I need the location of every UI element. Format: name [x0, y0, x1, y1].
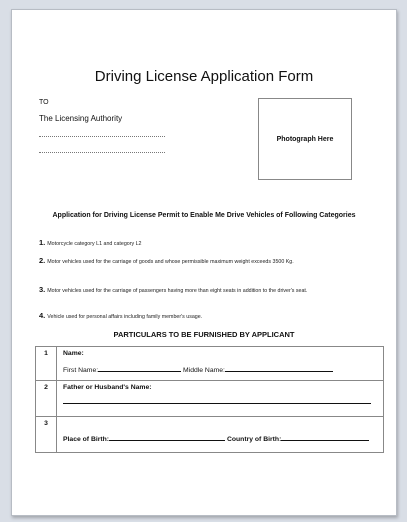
list-item	[39, 286, 371, 295]
place-of-birth-label: Place of Birth:	[63, 436, 110, 443]
middle-name-field[interactable]	[225, 365, 333, 372]
photo-box[interactable]	[258, 98, 352, 180]
father-husband-cell	[57, 381, 384, 417]
first-name-label: First Name:	[63, 367, 99, 374]
birth-cell	[57, 417, 384, 453]
application-subheading: Application for Driving License Permit to Enable Me Drive Vehicles of Following Categories	[52, 212, 356, 219]
row-number: 1	[36, 347, 57, 381]
table-row	[36, 347, 384, 381]
form-title: Driving License Application Form	[94, 68, 314, 85]
item-number: 3.	[39, 285, 46, 294]
father-husband-label: Father or Husband's Name:	[63, 384, 152, 391]
authority-name: The Licensing Authority	[39, 114, 123, 123]
row-number: 3	[36, 417, 57, 453]
place-of-birth-field[interactable]	[109, 434, 225, 441]
item-number: 4.	[39, 311, 46, 320]
middle-name-label: Middle Name:	[183, 367, 225, 374]
list-item	[39, 257, 371, 266]
particulars-heading: PARTICULARS TO BE FURNISHED BY APPLICANT	[113, 330, 295, 339]
item-number: 1.	[39, 238, 46, 247]
applicant-table	[35, 346, 384, 453]
form-page	[11, 9, 397, 516]
list-item	[39, 239, 371, 248]
list-item	[39, 312, 371, 321]
birth-fields	[63, 434, 383, 443]
name-fields	[63, 365, 383, 374]
table-row	[36, 417, 384, 453]
father-husband-field[interactable]	[63, 397, 371, 404]
address-line-1[interactable]	[39, 136, 165, 137]
row-number: 2	[36, 381, 57, 417]
country-of-birth-field[interactable]	[281, 434, 369, 441]
item-number: 2.	[39, 256, 46, 265]
item-text: Motor vehicles used for the carriage of goods and whose permissible maximum weight exceeds 3500 Kg.	[47, 259, 294, 265]
item-text: Vehicle used for personal affairs including family member's usage.	[47, 314, 203, 320]
name-label: Name:	[63, 350, 84, 357]
first-name-field[interactable]	[98, 365, 181, 372]
item-text: Motor vehicles used for the carriage of passengers having more than eight seats in addition to the driver's seat.	[47, 288, 308, 294]
country-of-birth-label: Country of Birth:	[226, 436, 282, 443]
photo-label: Photograph Here	[276, 135, 334, 143]
table-row	[36, 381, 384, 417]
item-text: Motorcycle category L1 and category L2	[47, 241, 142, 247]
to-label: TO	[39, 99, 49, 106]
name-cell	[57, 347, 384, 381]
address-line-2[interactable]	[39, 152, 165, 153]
